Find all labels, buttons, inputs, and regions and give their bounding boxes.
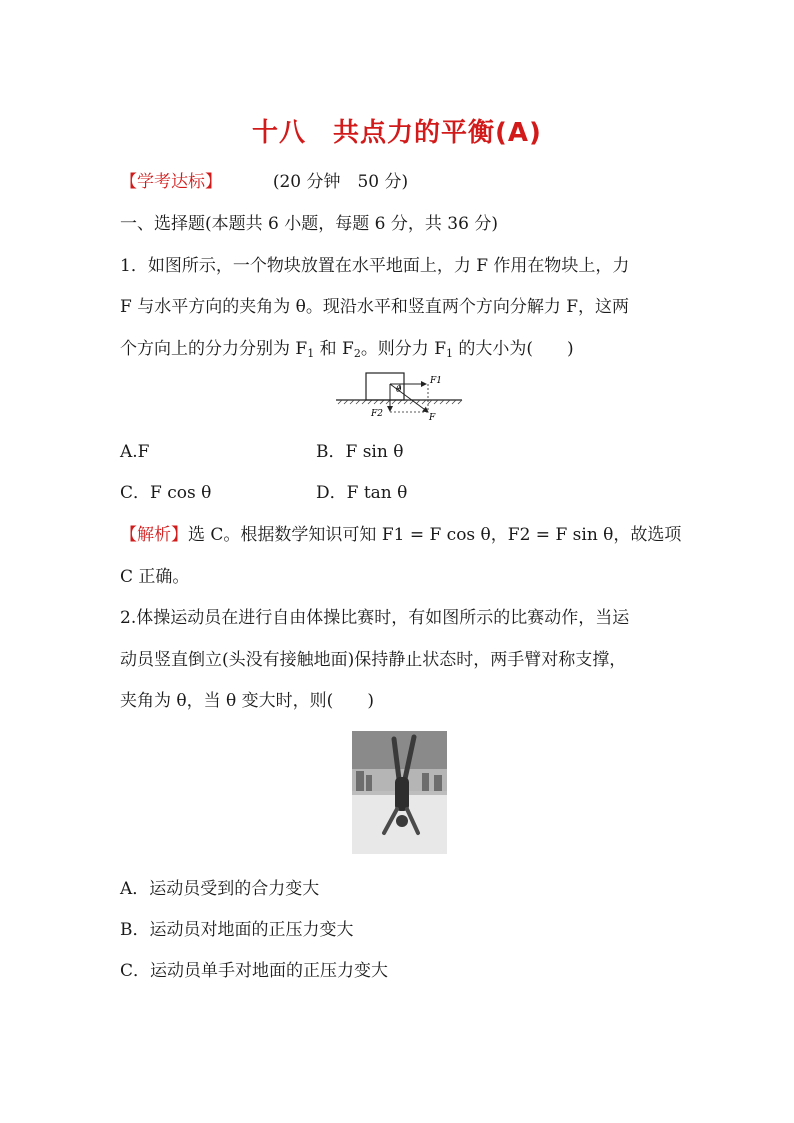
q1-line3: 个方向上的分力分别为 $F_1$ 和 $F_2$。则分力 $F_1$ 的大小为( ) [120, 339, 574, 360]
q2-line1: 2.体操运动员在进行自由体操比赛时，有如图所示的比赛动作，当运 [120, 608, 630, 628]
q2-line3: 夹角为 θ，当 θ 变大时，则( ) [120, 691, 374, 711]
page-title: 十八 共点力的平衡(A) [252, 118, 542, 148]
q2-option-c: C．运动员单手对地面的正压力变大 [120, 961, 389, 981]
part1-heading: 一、选择题(本题共 6 小题，每题 6 分，共 36 分) [120, 214, 498, 234]
f2-label: F2 [371, 409, 383, 419]
q1-line2: F 与水平方向的夹角为 θ。现沿水平和竖直两个方向分解力 F，这两 [120, 297, 630, 317]
q1-line1: 1．如图所示，一个物块放置在水平地面上，力 F 作用在物块上，力 [120, 256, 630, 276]
analysis-tag: 【解析】 [120, 525, 188, 545]
q1-option-a: A.F [120, 442, 150, 462]
q2-option-a: A．运动员受到的合力变大 [120, 879, 320, 899]
f1-label: F1 [430, 376, 442, 386]
f-label: F [429, 413, 436, 423]
force-diagram [334, 368, 464, 424]
q1-option-b: B．F sin θ [316, 442, 404, 462]
ground-hatching [338, 400, 462, 404]
q1-option-c: C．F cos θ [120, 483, 212, 503]
gymnast-photo [352, 731, 447, 854]
section-tag: 【学考达标】 [120, 172, 222, 192]
q2-line2: 动员竖直倒立(头没有接触地面)保持静止状态时，两手臂对称支撑， [120, 650, 627, 670]
section-header [120, 170, 408, 194]
section-time: (20 分钟 50 分) [272, 172, 409, 192]
q1-option-d: D．F tan θ [316, 483, 408, 503]
q1-analysis-line2: C 正确。 [120, 567, 190, 587]
theta-label: θ [396, 385, 402, 395]
q1-analysis-line1: 【解析】选 C。根据数学知识可知 F1 = F cos θ，F2 = F sin θ，故选项 [120, 525, 682, 545]
q2-option-b: B．运动员对地面的正压力变大 [120, 920, 354, 940]
